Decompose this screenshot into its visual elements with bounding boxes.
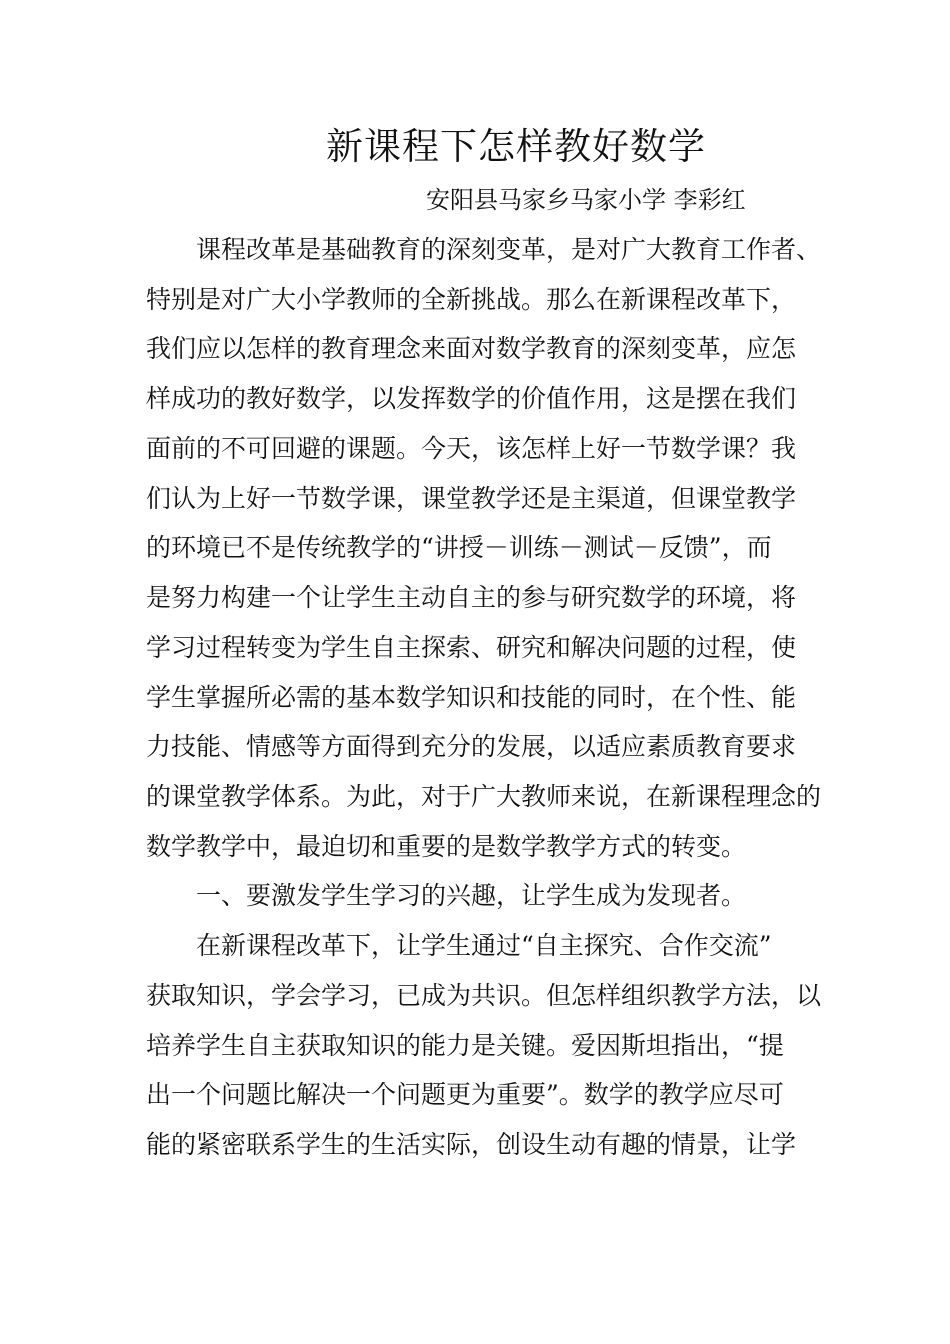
body-line: 获取知识，学会学习，已成为共识。但怎样组织教学方法，以 [146,981,822,1010]
body-line: 课程改革是基础教育的深刻变革，是对广大教育工作者、 [196,235,822,264]
body-line: 力技能、情感等方面得到充分的发展，以适应素质教育要求 [146,732,797,761]
body-line: 培养学生自主获取知识的能力是关键。爱因斯坦指出，“提 [146,1031,784,1060]
body-line: 面前的不可回避的课题。今天，该怎样上好一节数学课？我 [146,434,797,463]
body-line: 样成功的教好数学，以发挥数学的价值作用，这是摆在我们 [146,384,797,413]
body-line: 在新课程改革下，让学生通过“自主探究、合作交流” [196,931,772,960]
body-line: 是努力构建一个让学生主动自主的参与研究数学的环境，将 [146,583,797,612]
body-line: 出一个问题比解决一个问题更为重要”。数学的教学应尽可 [146,1080,784,1109]
body-line: 能的紧密联系学生的生活实际，创设生动有趣的情景，让学 [146,1130,797,1159]
document-title: 新课程下怎样教好数学 [326,125,706,168]
body-line: 学生掌握所必需的基本数学知识和技能的同时，在个性、能 [146,683,797,712]
body-line: 特别是对广大小学教师的全新挑战。那么在新课程改革下， [146,285,797,314]
body-line: 我们应以怎样的教育理念来面对数学教育的深刻变革，应怎 [146,334,797,363]
body-line: 学习过程转变为学生自主探索、研究和解决问题的过程，使 [146,633,797,662]
author-byline: 安阳县马家乡马家小学 李彩红 [426,186,746,214]
body-line: 数学教学中，最迫切和重要的是数学教学方式的转变。 [146,832,747,861]
body-line: 们认为上好一节数学课，课堂教学还是主渠道，但课堂教学 [146,484,797,513]
section-heading: 一、要激发学生学习的兴趣，让学生成为发现者。 [196,881,747,910]
body-line: 的环境已不是传统教学的“讲授－训练－测试－反馈”，而 [146,533,772,562]
body-line: 的课堂教学体系。为此，对于广大教师来说，在新课程理念的 [146,782,822,811]
